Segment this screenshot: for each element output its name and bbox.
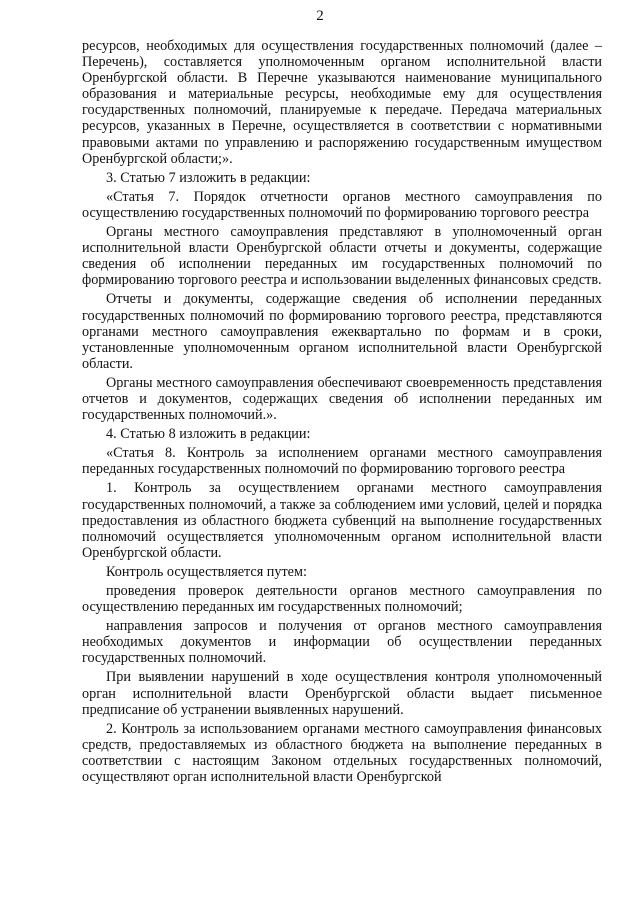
paragraph: 3. Статью 7 изложить в редакции:: [106, 169, 311, 186]
paragraph: направления запросов и получения от органов местного самоуправления необходимых документов и информации об осуществлении переданных государственных полномочий.: [82, 618, 602, 667]
paragraph: Отчеты и документы, содержащие сведения об исполнении переданных государственных полномочий по формированию торгового реестра, представляются органами местного самоуправления ежеквартально по формам и в сроки, установленные уполномоченным органом исполнительной власти Оренбургской области.: [82, 291, 602, 372]
paragraph: проведения проверок деятельности органов местного самоуправления по осуществлению переданных им государственных полномочий;: [82, 583, 602, 616]
paragraph: «Статья 8. Контроль за исполнением органами местного самоуправления переданных государственных полномочий по формированию торгового реестра: [82, 445, 602, 478]
paragraph: Органы местного самоуправления обеспечивают своевременность представления отчетов и документов, содержащих сведения об исполнении переданных им государственных полномочий.».: [82, 374, 602, 424]
page-number: 2: [316, 8, 324, 24]
paragraph: Контроль осуществляется путем:: [106, 563, 307, 580]
paragraph: ресурсов, необходимых для осуществления государственных полномочий (далее – Перечень), составляется уполномоченным органом исполнительной власти Оренбургской области. В Перечне указываются наименование муниципального образования и материальные ресурсы, необходимые ему для осуществления государственных полномочий, планируемые к передаче. Передача материальных ресурсов, указанных в Перечне, осуществляется в соответствии с нормативными правовыми актами по управлению и распоряжению государственным имуществом Оренбургской области;».: [82, 38, 602, 167]
paragraph: Органы местного самоуправления представляют в уполномоченный орган исполнительной власти Оренбургской области отчеты и документы, содержащие сведения об исполнении переданных им государственных полномочий по формированию торгового реестра и использовании выделенных финансовых средств.: [82, 224, 602, 289]
paragraph: «Статья 7. Порядок отчетности органов местного самоуправления по осуществлению государственных полномочий по формированию торгового реестра: [82, 188, 602, 221]
paragraph: При выявлении нарушений в ходе осуществления контроля уполномоченный орган исполнительной власти Оренбургской области выдает письменное предписание об устранении выявленных нарушений.: [82, 669, 602, 718]
paragraph: 1. Контроль за осуществлением органами местного самоуправления государственных полномочий, а также за соблюдением ими условий, целей и порядка предоставления из областного бюджета субвенций на выполнение государственных полномочий осуществляется уполномоченным органом исполнительной власти Оренбургской области.: [82, 480, 602, 561]
paragraph: 4. Статью 8 изложить в редакции:: [106, 426, 311, 443]
paragraph: 2. Контроль за использованием органами местного самоуправления финансовых средств, предоставляемых из областного бюджета на выполнение переданных в соответствии с настоящим Законом отдельных государственных полномочий, осуществляют орган исполнительной власти Оренбургской: [82, 720, 602, 786]
document-body: [82, 38, 602, 788]
